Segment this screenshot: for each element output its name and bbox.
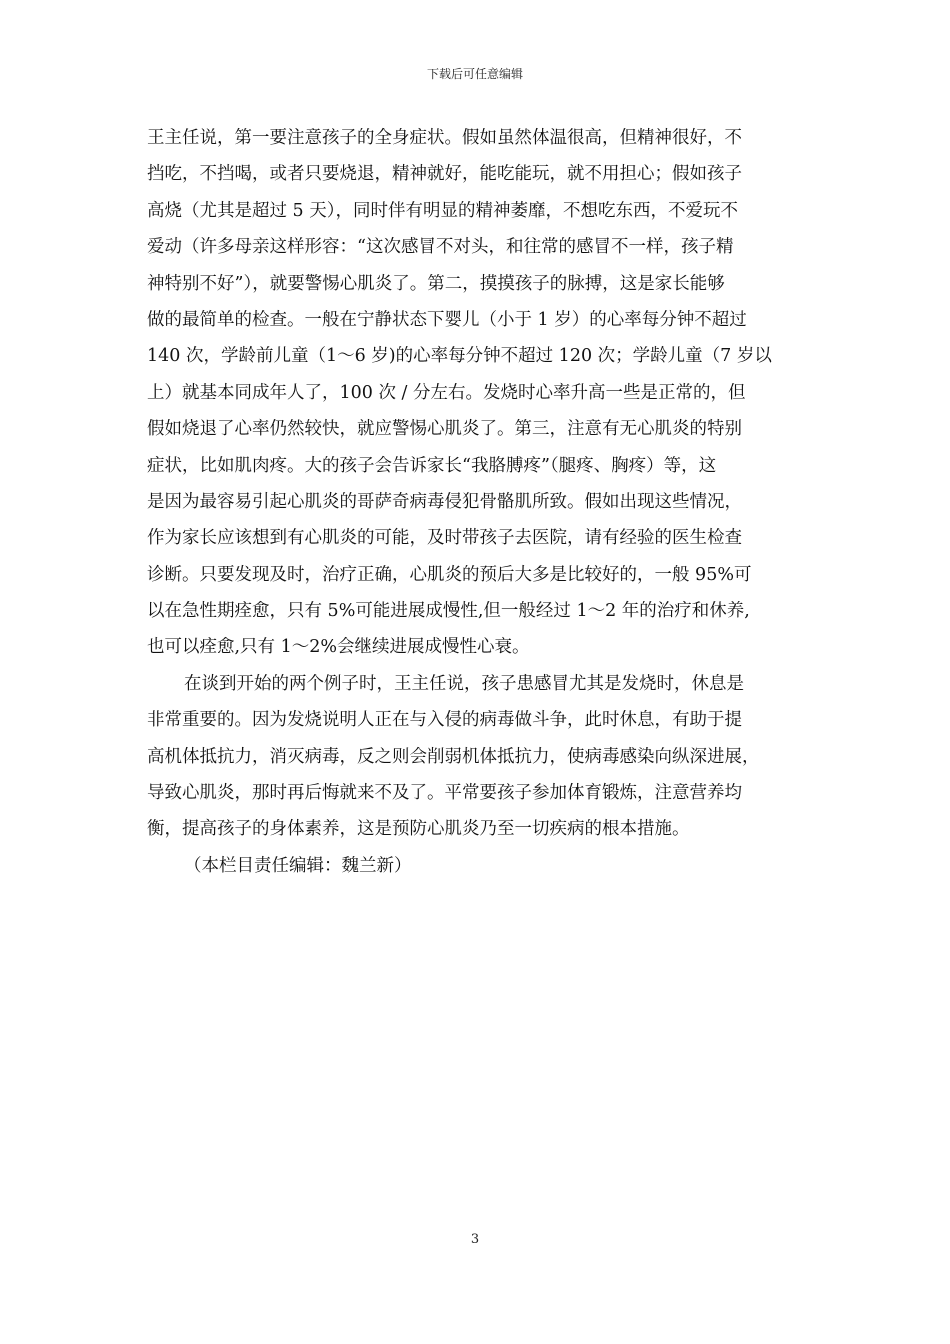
text-line: 挡吃，不挡喝，或者只要烧退，精神就好，能吃能玩，就不用担心；假如孩子	[147, 164, 742, 185]
text-line: 以在急性期痊愈，只有 5%可能进展成慢性,但一般经过 1～2 年的治疗和休养,	[147, 601, 750, 622]
text-line: 作为家长应该想到有心肌炎的可能，及时带孩子去医院，请有经验的医生检查	[147, 528, 742, 549]
text-line: 高机体抵抗力，消灭病毒，反之则会削弱机体抵抗力，使病毒感染向纵深进展，	[147, 746, 760, 767]
text-line: 也可以痊愈,只有 1～2%会继续进展成慢性心衰。	[147, 637, 530, 658]
text-line: 诊断。只要发现及时，治疗正确，心肌炎的预后大多是比较好的，一般 95%可	[147, 564, 752, 585]
text-line: 衡，提高孩子的身体素养，这是预防心肌炎乃至一切疾病的根本措施。	[147, 819, 690, 840]
text-line: 140 次，学龄前儿童（1～6 岁)的心率每分钟不超过 120 次；学龄儿童（7 岁以	[147, 346, 772, 367]
text-line: 导致心肌炎，那时再后悔就来不及了。平常要孩子参加体育锻炼，注意营养均	[147, 783, 742, 804]
paragraph-2	[147, 666, 807, 848]
text-line: 高烧（尤其是超过 5 天），同时伴有明显的精神萎靡，不想吃东西，不爱玩不	[147, 200, 739, 221]
page-header: 下载后可任意编辑	[426, 67, 523, 81]
text-line: 爱动（许多母亲这样形容：“这次感冒不对头，和往常的感冒不一样，孩子精	[147, 237, 734, 258]
paragraph-1	[147, 120, 807, 666]
text-line: 做的最简单的检查。一般在宁静状态下婴儿（小于 1 岁）的心率每分钟不超过	[147, 309, 747, 330]
text-line: 神特别不好”），就要警惕心肌炎了。第二，摸摸孩子的脉搏，这是家长能够	[147, 273, 725, 294]
text-line: 非常重要的。因为发烧说明人正在与入侵的病毒做斗争，此时休息，有助于提	[147, 710, 742, 731]
text-line: 在谈到开始的两个例子时，王主任说，孩子患感冒尤其是发烧时，休息是	[184, 673, 744, 694]
editor-note: （本栏目责任编辑：魏兰新）	[184, 855, 412, 876]
text-line: 王主任说，第一要注意孩子的全身症状。假如虽然体温很高，但精神很好，不	[147, 128, 742, 148]
text-line: 症状，比如肌肉疼。大的孩子会告诉家长“我胳膊疼”（腿疼、胸疼）等，这	[147, 455, 717, 476]
text-line: 假如烧退了心率仍然较快，就应警惕心肌炎了。第三，注意有无心肌炎的特别	[147, 419, 742, 440]
article-body	[147, 120, 807, 884]
text-line: 是因为最容易引起心肌炎的哥萨奇病毒侵犯骨骼肌所致。假如出现这些情况，	[147, 491, 742, 512]
text-line: 上）就基本同成年人了，100 次 / 分左右。发烧时心率升高一些是正常的，但	[147, 382, 746, 403]
page-number: 3	[470, 1232, 480, 1247]
